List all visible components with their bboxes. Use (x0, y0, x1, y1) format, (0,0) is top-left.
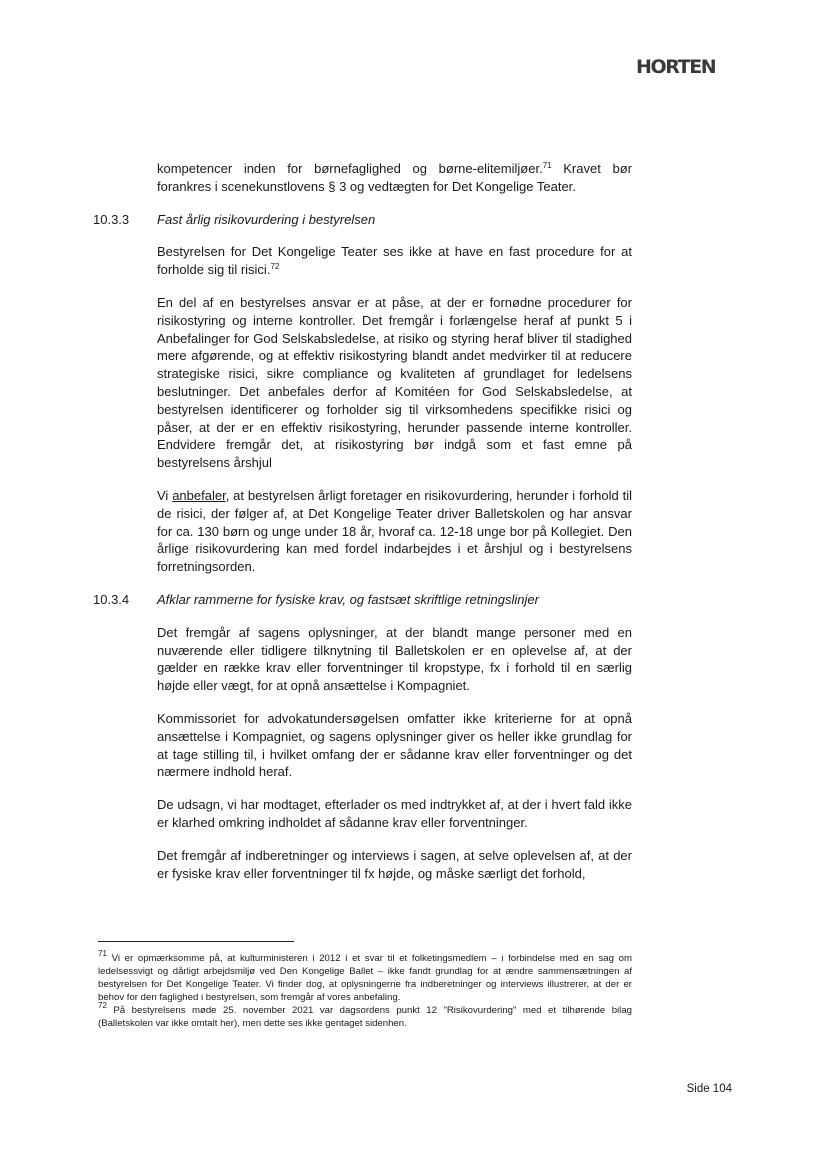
paragraph: kompetencer inden for børnefaglighed og børne-elitemiljøer.$^{71}$ Kravet bør forankres i scenekunstlovens § 3 og vedtægten for Det Kongelige Teater. (157, 161, 633, 194)
section-number: 10.3.3 (93, 211, 130, 227)
section-title: Fast årlig risikovurdering i bestyrelsen (157, 211, 376, 227)
paragraph: Bestyrelsen for Det Kongelige Teater ses ikke at have en fast procedure for at forholde sig til risici.$^{72}$ (157, 244, 632, 278)
horten-logo: HORTEN (636, 56, 716, 78)
document-body (93, 160, 633, 897)
footnote: $^{72}$ På bestyrelsens møde 25. november 2021 var dagsordens punkt 12 "Risikovurdering" med et tilhørende bilag (Balletskolen var ikke omtalt her), men dette ses ikke gentaget sidenhen. (98, 1001, 632, 1030)
section-title: Afklar rammerne for fysiske krav, og fastsæt skriftlige retningslinjer (157, 591, 539, 607)
footnotes (98, 949, 632, 1031)
footnote-number: 71 (98, 949, 107, 958)
paragraph: Det fremgår af indberetninger og interviews i sagen, at selve oplevelsen af, at der er fysiske krav eller forventninger til fx højde, og måske særligt det forhold, (157, 847, 632, 881)
footnote-number: 72 (98, 1001, 107, 1011)
underlined-text: anbefaler (172, 487, 226, 503)
footnote: $^{71}$ Vi er opmærksomme på, at kulturministeren i 2012 i et svar til et folketingsmedlem – i forbindelse med en sag om ledelsessvigt og dårligt arbejdsmiljø ved Den Kongelige Ballet – ikke fandt grundlag for at ændre sammensætningen af bestyrelsen for Det Kongelige Teater. Vi finder dog, at oplysningerne fra indberetninger og interviews illustrerer, at der er behov for den faglighed i bestyrelsen, som fremgår af vores anbefaling. (98, 949, 632, 1004)
paragraph: Det fremgår af sagens oplysninger, at der blandt mange personer med en nuværende eller tidligere tilknytning til Balletskolen er en oplevelse af, at der gælder en række krav eller forventninger til kropstype, fx i forhold til en særlig højde eller vægt, for at opnå ansættelse i Kompagniet. (157, 624, 632, 694)
paragraph: En del af en bestyrelses ansvar er at påse, at der er fornødne procedurer for risikostyring og interne kontroller. Det fremgår i forlængelse heraf af punkt 5 i Anbefalinger for God Selskabsledelse, at risiko og styring heraf bliver til stadighed mere afgørende, og at effektiv risikostyring blandt andet medvirker til at reducere strategiske risici, sikre compliance og kvaliteten af grundlaget for ledelsens beslutninger. Det anbefales derfor af Komitéen for God Selskabsledelse, at bestyrelsen identificerer og forholder sig til virksomhedens specifikke risici og påser, at der er en effektiv risikostyring, herunder passende interne kontroller. Endvidere fremgår det, at risikostyring bør indgå som et fast emne på bestyrelsens årshjul (157, 294, 632, 471)
footnote-ref[interactable]: 72 (270, 262, 280, 272)
page-number: Side 104 (686, 1083, 732, 1095)
paragraph: De udsagn, vi har modtaget, efterlader os med indtrykket af, at der i hvert fald ikke er klarhed omkring indholdet af sådanne krav eller forventninger. (157, 797, 632, 830)
footnote-divider (98, 941, 294, 942)
footnote-ref[interactable]: 71 (542, 161, 552, 170)
section-number: 10.3.4 (93, 591, 130, 607)
paragraph: Vi anbefaler, at bestyrelsen årligt foretager en risikovurdering, herunder i forhold til de risici, der følger af, at Det Kongelige Teater driver Balletskolen og har ansvar for ca. 130 børn og unge under 18 år, hvoraf ca. 12-18 unge bor på Kollegiet. Den årlige risikovurdering kan med fordel indarbejdes i et årshjul og i bestyrelsens forretningsorden. (157, 487, 633, 575)
section-heading-10-3-4 (93, 591, 632, 609)
paragraph: Kommissoriet for advokatundersøgelsen omfatter ikke kriterierne for at opnå ansættelse i Kompagniet, og sagens oplysninger giver os heller ikke grundlag for at tage stilling til, i hvilket omfang der er sådanne krav eller forventninger og det nærmere indhold heraf. (157, 710, 632, 780)
section-heading-10-3-3 (93, 211, 632, 229)
